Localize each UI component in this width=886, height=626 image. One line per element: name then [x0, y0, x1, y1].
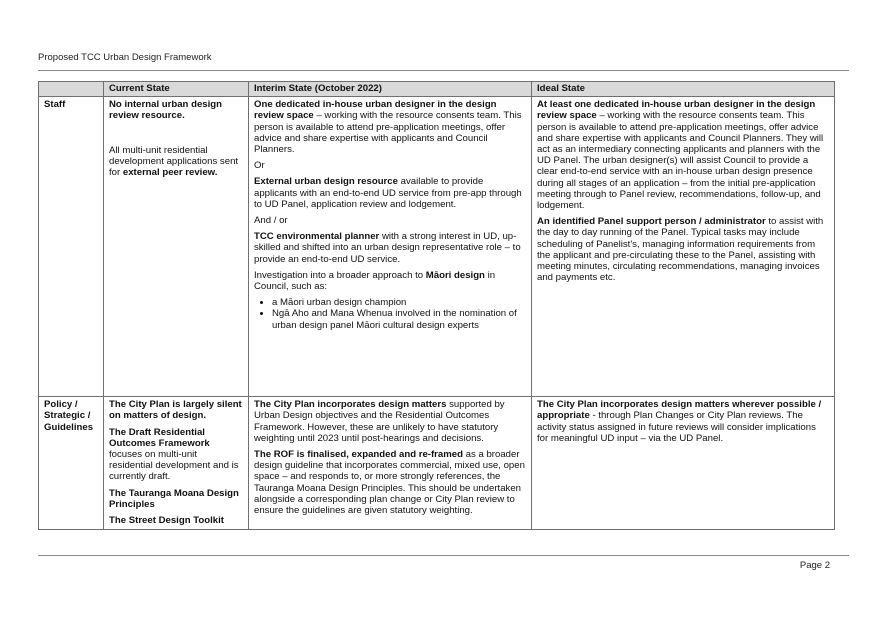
policy-interim-p2 — [254, 449, 526, 516]
policy-ideal-p1-bold: The City Plan incorporates design matters wherever possible / appropriate — [537, 399, 822, 422]
policy-ideal-cell — [532, 397, 835, 530]
policy-current-p4: The Street Design Toolkit — [109, 515, 224, 527]
header-row — [39, 82, 835, 97]
column-header-empty — [39, 82, 104, 97]
staff-interim-p2-bold: External urban design resource — [254, 176, 398, 188]
staff-ideal-p2 — [537, 216, 829, 283]
staff-current-p2-bold: external peer review. — [122, 167, 218, 179]
policy-ideal-p1 — [537, 399, 829, 444]
list-item: • a Māori urban design champion — [272, 297, 526, 308]
staff-interim-and-or: And / or — [254, 215, 288, 227]
page-header-title: Proposed TCC Urban Design Framework — [38, 52, 212, 63]
list-item: • Ngā Aho and Mana Whenua involved in the nomination of urban design panel Māori cultural design experts — [272, 308, 526, 330]
header-divider — [38, 70, 849, 71]
staff-interim-or: Or — [254, 160, 265, 172]
staff-current-p2-text: All multi-unit residential development applications sent for — [109, 144, 239, 179]
policy-current-p1: The City Plan is largely silent on matters of design. — [109, 399, 242, 422]
staff-interim-p2 — [254, 176, 526, 210]
policy-current-p2-bold: The Draft Residential Outcomes Framework — [109, 426, 210, 449]
staff-interim-p3-bold: TCC environmental planner — [254, 231, 380, 243]
framework-table — [38, 81, 835, 530]
staff-interim-p4-bold: Māori design — [425, 269, 485, 281]
staff-interim-p1-text: – working with the resource consents team. This person is available to attend pre-application meetings, offer advice and share expertise with applicants and Council Planners. — [254, 110, 522, 156]
policy-ideal-p1-text: - through Plan Changes or City Plan reviews. The activity status assigned in future reviews will consider implications for meaningful UD input – via the UD Panel. — [537, 410, 816, 444]
column-header-ideal-state: Ideal State — [532, 82, 835, 97]
policy-interim-p1-text: supported by Urban Design objectives and the Residential Outcomes Framework. However, these are unlikely to have statutory weighting until 2023 until post-hearings and decisions. — [254, 399, 505, 444]
staff-interim-p4-rest: in Council, such as: — [254, 269, 496, 293]
table-header — [39, 82, 835, 97]
staff-ideal-cell — [532, 97, 835, 397]
staff-interim-p4 — [254, 270, 526, 292]
staff-ideal-p2-text: to assist with the day to day running of the Panel. Typical tasks may include scheduling of Panelist's, managing information requirements from the applicant and pre-circulating these to the Panel, assisting with meeting minutes, circulating recommendations, managing invoices and payments etc. — [537, 216, 824, 284]
staff-ideal-p1 — [537, 99, 829, 211]
page-number: Page 2 — [799, 560, 830, 571]
table-row-policy — [39, 397, 835, 530]
staff-interim-cell — [249, 97, 532, 397]
policy-interim-p2-text: as a broader design guideline that incorporates commercial, mixed use, open space – and responds to, or more strongly references, the Tauranga Moana Design Principles. This should be undertaken alongside a corresponding plan change or City Plan review to ensure the guidelines are given statutory weighting. — [254, 449, 525, 517]
policy-current-p3: The Tauranga Moana Design Principles — [109, 487, 239, 510]
policy-current-cell — [104, 397, 249, 530]
staff-current-p1: No internal urban design review resource. — [109, 99, 223, 122]
staff-interim-p3-text: with a strong interest in UD, up-skilled and shifted into an urban design representative role – to provide an end-to-end UD service. — [254, 231, 521, 265]
staff-interim-p3 — [254, 231, 526, 265]
staff-ideal-p1-bold: At least one dedicated in-house urban designer in the design review space — [537, 99, 816, 122]
staff-current-p2 — [109, 145, 243, 179]
table-row-staff — [39, 97, 835, 397]
policy-interim-cell — [249, 397, 532, 530]
staff-ideal-p2-bold: An identified Panel support person / administrator — [537, 216, 766, 228]
policy-interim-p1-bold: The City Plan incorporates design matters — [254, 399, 447, 411]
staff-interim-p4-text: Investigation into a broader approach to — [254, 269, 426, 281]
policy-current-p2 — [109, 427, 243, 483]
staff-interim-bullet-list — [254, 297, 526, 331]
staff-current-cell — [104, 97, 249, 397]
policy-interim-p1 — [254, 399, 526, 444]
row-label-policy: Policy / Strategic / Guidelines — [39, 397, 104, 530]
policy-current-p2-text: focuses on multi-unit residential development and is currently draft. — [109, 449, 239, 483]
column-header-interim-state: Interim State (October 2022) — [249, 82, 532, 97]
policy-interim-p2-bold: The ROF is finalised, expanded and re-framed — [254, 449, 463, 461]
staff-interim-p2-text: available to provide applicants with an end-to-end UD service from pre-app through to UD Panel, application review and lodgement. — [254, 176, 522, 210]
staff-interim-p1-bold: One dedicated in-house urban designer in the design review space — [254, 99, 497, 122]
staff-interim-p1 — [254, 99, 526, 155]
row-label-staff: Staff — [39, 97, 104, 397]
column-header-current-state: Current State — [104, 82, 249, 97]
staff-ideal-p1-text: – working with the resource consents team. This person is available to attend pre-application meetings, offer advice and share expertise with applicants and Council Planners. They will act as an intermediary connecting applicants and planners with the UD Panel. The urban designer(s) will assist Council to provide a clear end-to-end service with an in-house urban design presence during all stages of an application – from the initial pre-application meeting through to Panel review, recommendations, follow-up, and lodgement. — [537, 110, 824, 212]
footer-divider — [38, 555, 849, 556]
